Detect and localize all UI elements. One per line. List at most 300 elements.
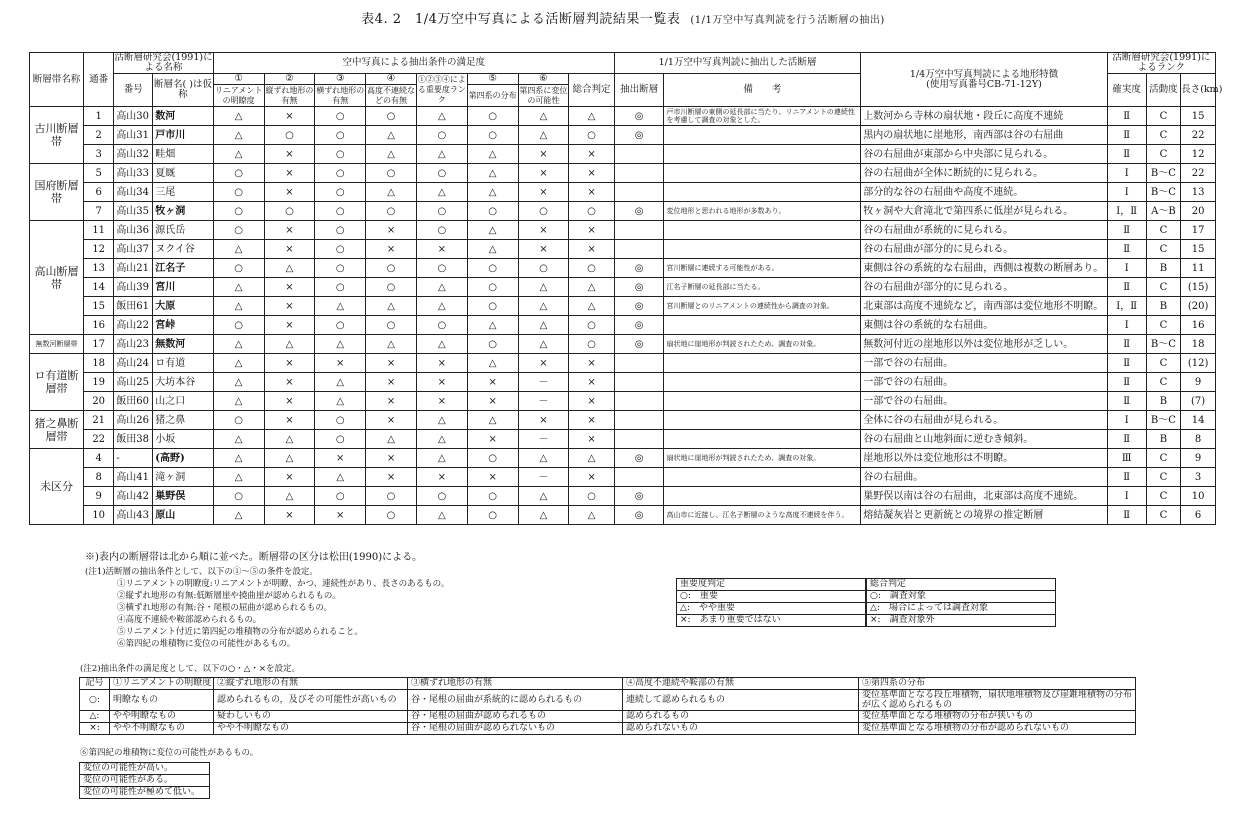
terrain-feature: 一部で谷の右屈曲。 bbox=[861, 354, 1107, 373]
hdr-kenkyukai: 活断層研究会(1991)による名称 bbox=[114, 52, 213, 73]
fault-name: (高野) bbox=[153, 449, 214, 468]
hdr-extract: 1/1万空中写真判読に抽出した活断層 bbox=[614, 53, 860, 74]
condition-mark: ○ bbox=[315, 107, 366, 126]
rank-length: 8 bbox=[1181, 430, 1216, 449]
rank-certainty: Ⅱ bbox=[1107, 354, 1146, 373]
overall-judgement: △ bbox=[569, 278, 614, 297]
condition-mark: △ bbox=[518, 126, 569, 145]
rank-certainty: Ⅱ bbox=[1107, 278, 1146, 297]
overall-judgement: × bbox=[569, 183, 614, 202]
remarks: 宮川断層に連続する可能性がある。 bbox=[664, 259, 861, 278]
condition-mark: △ bbox=[264, 259, 315, 278]
condition-mark: △ bbox=[518, 297, 569, 316]
fault-name: 三尾 bbox=[153, 183, 214, 202]
condition-mark: × bbox=[366, 449, 417, 468]
condition-mark: ○ bbox=[467, 506, 518, 525]
overall-judgement: △ bbox=[569, 107, 614, 126]
criteria-header: ①リニアメントの明瞭度 bbox=[110, 678, 214, 690]
hdr-cond-label-4: 高度不連続などの有無 bbox=[367, 85, 416, 105]
fault-name: 牧ヶ洞 bbox=[153, 202, 214, 221]
condition-mark: ○ bbox=[213, 316, 264, 335]
table-header bbox=[30, 52, 1223, 107]
importance-title: 重要度判定 bbox=[677, 579, 866, 591]
rank-activity: C bbox=[1146, 316, 1181, 335]
hdr-cond-rank: ①②③④による重要度ランク bbox=[416, 74, 467, 107]
condition-mark: △ bbox=[467, 411, 518, 430]
condition-mark: ○ bbox=[213, 411, 264, 430]
hdr-cond-label-2: 縦ずれ地形の有無 bbox=[265, 85, 314, 105]
fault-code: 高山42 bbox=[114, 487, 153, 506]
extract-mark bbox=[614, 430, 664, 449]
rank-activity: C bbox=[1146, 126, 1181, 145]
condition-mark: △ bbox=[467, 240, 518, 259]
hdr-cond-num-1: ① bbox=[213, 74, 264, 85]
hdr-cond-num-3: ③ bbox=[315, 74, 366, 85]
terrain-feature: 黒内の扇状地に崖地形，南西部は谷の右屈曲 bbox=[861, 126, 1107, 145]
extract-mark: ◎ bbox=[614, 278, 664, 297]
condition-mark: △ bbox=[315, 297, 366, 316]
condition-mark: △ bbox=[264, 449, 315, 468]
criteria-cell: △: bbox=[80, 711, 110, 723]
zone-name: 無数河断層帯 bbox=[30, 335, 84, 354]
condition-mark: △ bbox=[213, 335, 264, 354]
rank-activity: B～C bbox=[1146, 411, 1181, 430]
condition-mark: ○ bbox=[467, 487, 518, 506]
importance-row: △: やや重要 bbox=[677, 603, 866, 615]
hdr-biko: 備 考 bbox=[664, 74, 861, 107]
extract-mark: ◎ bbox=[614, 202, 664, 221]
condition-mark: △ bbox=[518, 335, 569, 354]
extract-mark: ◎ bbox=[614, 506, 664, 525]
table-row bbox=[30, 506, 1216, 525]
overall-judgement: △ bbox=[569, 297, 614, 316]
rank-activity: B bbox=[1146, 430, 1181, 449]
condition-mark: △ bbox=[366, 126, 417, 145]
condition-mark: × bbox=[467, 430, 518, 449]
overall-judgement: × bbox=[569, 392, 614, 411]
hdr-features-sub: (使用写真番号CB-71-12Y) bbox=[926, 78, 1042, 90]
rank-certainty: Ⅱ bbox=[1107, 468, 1146, 487]
hdr-rank-len: 長さ(km) bbox=[1181, 74, 1216, 107]
rank-length: 15 bbox=[1181, 107, 1216, 126]
condition-mark: × bbox=[518, 145, 569, 164]
remarks: 江名子断層の延長部に当たる。 bbox=[664, 278, 861, 297]
note-order: ※)表内の断層帯は北から順に並べた。断層帯の区分は松田(1990)による。 bbox=[85, 552, 423, 563]
condition-mark: ○ bbox=[315, 145, 366, 164]
condition-mark: ○ bbox=[315, 411, 366, 430]
condition-mark: ○ bbox=[213, 487, 264, 506]
rank-activity: B bbox=[1146, 259, 1181, 278]
table-title bbox=[0, 8, 1246, 27]
condition-mark: △ bbox=[416, 411, 467, 430]
condition-mark: ○ bbox=[366, 107, 417, 126]
table-row bbox=[30, 411, 1216, 430]
extract-mark: ◎ bbox=[614, 316, 664, 335]
overall-judgement: ○ bbox=[569, 335, 614, 354]
table-row bbox=[30, 449, 1216, 468]
remarks: 高山市に近接し、江名子断層のような高度不連続を伴う。 bbox=[664, 506, 861, 525]
rank-certainty: Ⅰ bbox=[1107, 183, 1146, 202]
rank-length: 11 bbox=[1181, 259, 1216, 278]
condition-mark: ○ bbox=[366, 202, 417, 221]
fault-name: 大原 bbox=[153, 297, 214, 316]
zone-name: 高山断層帯 bbox=[30, 221, 84, 335]
zone-name: 猪之鼻断層帯 bbox=[30, 411, 84, 449]
row-number: 2 bbox=[84, 126, 114, 145]
condition-mark: △ bbox=[366, 297, 417, 316]
overall-row: △: 場合によっては調査対象 bbox=[867, 603, 1056, 615]
criteria-row bbox=[80, 690, 1136, 711]
condition-mark: △ bbox=[416, 297, 467, 316]
fault-name: 源氏岳 bbox=[153, 221, 214, 240]
condition-mark: ○ bbox=[366, 506, 417, 525]
criteria-row bbox=[80, 711, 1136, 723]
remarks: 扇状地に崖地形が判読されたため、調査の対象。 bbox=[664, 335, 861, 354]
overall-judgement: × bbox=[569, 430, 614, 449]
condition-mark: ○ bbox=[315, 202, 366, 221]
row-number: 7 bbox=[84, 202, 114, 221]
overall-judgement: × bbox=[569, 468, 614, 487]
zone-name: 国府断層帯 bbox=[30, 164, 84, 221]
note-1-intro: (注1)活断層の抽出条件として、以下の①～⑤の条件を設定。 bbox=[85, 567, 318, 577]
condition-mark: ○ bbox=[315, 316, 366, 335]
rank-length: 12 bbox=[1181, 145, 1216, 164]
condition-mark: × bbox=[416, 468, 467, 487]
fault-name: 小坂 bbox=[153, 430, 214, 449]
condition-mark: × bbox=[416, 354, 467, 373]
condition-mark: ○ bbox=[416, 164, 467, 183]
rank-certainty: Ⅰ bbox=[1107, 259, 1146, 278]
rank-length: 15 bbox=[1181, 240, 1216, 259]
condition-mark: ○ bbox=[315, 259, 366, 278]
terrain-feature: 谷の右屈曲が部分的に見られる。 bbox=[861, 240, 1107, 259]
fault-name: ヌクイ谷 bbox=[153, 240, 214, 259]
overall-row: ○: 調査対象 bbox=[867, 591, 1056, 603]
extract-mark: ◎ bbox=[614, 259, 664, 278]
rank-certainty: Ⅰ，Ⅱ bbox=[1107, 297, 1146, 316]
condition-mark: △ bbox=[416, 278, 467, 297]
row-number: 13 bbox=[84, 259, 114, 278]
condition-mark: × bbox=[518, 411, 569, 430]
condition-mark: × bbox=[518, 164, 569, 183]
rank-activity: C bbox=[1146, 449, 1181, 468]
rank-activity: B～C bbox=[1146, 164, 1181, 183]
condition-mark: △ bbox=[467, 221, 518, 240]
rank-length: 16 bbox=[1181, 316, 1216, 335]
fault-code: 高山26 bbox=[114, 411, 153, 430]
condition-mark: × bbox=[264, 278, 315, 297]
criteria-cell: 谷・尾根の屈曲が認められないもの bbox=[408, 723, 623, 735]
condition-mark: ○ bbox=[518, 202, 569, 221]
condition-mark: ○ bbox=[315, 183, 366, 202]
condition-mark: △ bbox=[366, 430, 417, 449]
rank-certainty: Ⅰ bbox=[1107, 487, 1146, 506]
condition-mark: ○ bbox=[467, 335, 518, 354]
extract-mark: ◎ bbox=[614, 449, 664, 468]
rank-certainty: Ⅱ bbox=[1107, 506, 1146, 525]
hdr-cond-num-5: ⑤ bbox=[467, 74, 518, 85]
condition-mark: ○ bbox=[518, 259, 569, 278]
condition-mark: ○ bbox=[264, 202, 315, 221]
zone-name: ロ有道断層帯 bbox=[30, 354, 84, 411]
table-row bbox=[30, 126, 1216, 145]
fault-name: 畦畑 bbox=[153, 145, 214, 164]
rank-activity: C bbox=[1146, 145, 1181, 164]
condition-mark: × bbox=[416, 240, 467, 259]
condition-mark: △ bbox=[467, 316, 518, 335]
fault-code: 高山34 bbox=[114, 183, 153, 202]
extract-mark bbox=[614, 145, 664, 164]
terrain-feature: 谷の右屈曲が東部から中央部に見られる。 bbox=[861, 145, 1107, 164]
condition-mark: △ bbox=[213, 240, 264, 259]
table-body bbox=[30, 107, 1216, 525]
remarks bbox=[664, 373, 861, 392]
overall-judgement: ○ bbox=[569, 316, 614, 335]
condition-mark: × bbox=[264, 145, 315, 164]
rank-certainty: Ⅲ bbox=[1107, 449, 1146, 468]
terrain-feature: 熔結凝灰岩と更新統との境界の推定断層 bbox=[861, 506, 1107, 525]
condition-mark: × bbox=[416, 392, 467, 411]
condition-mark: × bbox=[315, 449, 366, 468]
rank-length: 22 bbox=[1181, 126, 1216, 145]
condition-mark: × bbox=[366, 373, 417, 392]
condition-mark: × bbox=[467, 373, 518, 392]
hdr-features-title: 1/4万空中写真判読による地形特徴 bbox=[909, 68, 1059, 80]
fault-name: 数河 bbox=[153, 107, 214, 126]
rank-activity: B～C bbox=[1146, 183, 1181, 202]
remarks bbox=[664, 468, 861, 487]
table-row bbox=[30, 316, 1216, 335]
fault-code: 高山25 bbox=[114, 373, 153, 392]
row-number: 22 bbox=[84, 430, 114, 449]
fault-code: 高山23 bbox=[114, 335, 153, 354]
condition-mark: × bbox=[366, 411, 417, 430]
condition-mark: ○ bbox=[416, 259, 467, 278]
condition-mark: × bbox=[518, 221, 569, 240]
note-1-item: ③横ずれ地形の有無:谷・尾根の屈曲が認められるもの。 bbox=[117, 603, 333, 613]
rank-certainty: Ⅱ bbox=[1107, 126, 1146, 145]
extract-mark: ◎ bbox=[614, 297, 664, 316]
hdr-cond-num-4: ④ bbox=[366, 74, 417, 85]
condition-mark: △ bbox=[366, 183, 417, 202]
remarks: 宮川断層とのリニアメントの連続性から調査の対象。 bbox=[664, 297, 861, 316]
condition-mark: △ bbox=[213, 107, 264, 126]
extract-mark bbox=[614, 392, 664, 411]
fault-code: 高山32 bbox=[114, 145, 153, 164]
condition-mark: △ bbox=[518, 316, 569, 335]
terrain-feature: 巣野俣以南は谷の右屈曲，北東部は高度不連続。 bbox=[861, 487, 1107, 506]
row-number: 19 bbox=[84, 373, 114, 392]
note-1-item: ②縦ずれ地形の有無:低断層崖や撓曲崖が認められるもの。 bbox=[117, 591, 341, 601]
condition-mark: × bbox=[366, 468, 417, 487]
rank-length: (20) bbox=[1181, 297, 1216, 316]
condition-mark: △ bbox=[366, 145, 417, 164]
hdr-cond-label-6: 第四系に変位の可能性 bbox=[519, 85, 568, 105]
condition-mark: × bbox=[366, 392, 417, 411]
condition-mark: ○ bbox=[467, 278, 518, 297]
condition-mark: ○ bbox=[366, 316, 417, 335]
fault-code: 高山43 bbox=[114, 506, 153, 525]
rank-activity: C bbox=[1146, 506, 1181, 525]
hdr-sogo: 総合判定 bbox=[569, 74, 614, 107]
displacement-table bbox=[79, 762, 210, 799]
note-1-item: ①リニアメントの明瞭度:リニアメントが明瞭、かつ、連続性があり、長さのあるもの。 bbox=[117, 579, 450, 589]
rank-length: 3 bbox=[1181, 468, 1216, 487]
row-number: 17 bbox=[84, 335, 114, 354]
criteria-cell: やや不明瞭なもの bbox=[214, 723, 408, 735]
condition-mark: △ bbox=[416, 107, 467, 126]
hdr-cond-label-5: 第四系の分布 bbox=[467, 85, 518, 107]
displacement-row: 変位の可能性が高い。 bbox=[80, 763, 210, 775]
fault-name: 大坊本谷 bbox=[153, 373, 214, 392]
importance-row: ○: 重要 bbox=[677, 591, 866, 603]
condition-mark: × bbox=[264, 392, 315, 411]
fault-name: ロ有道 bbox=[153, 354, 214, 373]
condition-mark: × bbox=[467, 468, 518, 487]
hdr-rank: 活断層研究会(1991)によるランク bbox=[1107, 53, 1215, 74]
condition-mark: △ bbox=[213, 449, 264, 468]
overall-judgement: ○ bbox=[569, 487, 614, 506]
condition-mark: × bbox=[264, 183, 315, 202]
terrain-feature: 一部で谷の右屈曲。 bbox=[861, 373, 1107, 392]
condition-mark: ○ bbox=[315, 240, 366, 259]
fault-name: 猪之鼻 bbox=[153, 411, 214, 430]
criteria-cell: 谷・尾根の屈曲が系統的に認められるもの bbox=[408, 690, 623, 711]
criteria-cell: 明瞭なもの bbox=[110, 690, 214, 711]
fault-code: 高山33 bbox=[114, 164, 153, 183]
condition-mark: △ bbox=[416, 430, 467, 449]
fault-name: 山之口 bbox=[153, 392, 214, 411]
rank-certainty: Ⅰ bbox=[1107, 411, 1146, 430]
condition-mark: ○ bbox=[416, 221, 467, 240]
criteria-table bbox=[79, 677, 1136, 735]
fault-name: 滝ヶ洞 bbox=[153, 468, 214, 487]
condition-mark: × bbox=[467, 392, 518, 411]
rank-activity: B bbox=[1146, 297, 1181, 316]
condition-mark: ○ bbox=[416, 202, 467, 221]
table-row bbox=[30, 145, 1216, 164]
subtitle-text: (1/1万空中写真判読を行う活断層の抽出) bbox=[690, 15, 885, 26]
condition-mark: △ bbox=[213, 145, 264, 164]
extract-mark: ◎ bbox=[614, 126, 664, 145]
remarks bbox=[664, 411, 861, 430]
condition-mark: × bbox=[264, 354, 315, 373]
condition-mark: △ bbox=[213, 354, 264, 373]
row-number: 12 bbox=[84, 240, 114, 259]
condition-mark: △ bbox=[213, 297, 264, 316]
terrain-feature: 一部で谷の右屈曲。 bbox=[861, 392, 1107, 411]
remarks bbox=[664, 164, 861, 183]
table-row bbox=[30, 354, 1216, 373]
rank-length: 6 bbox=[1181, 506, 1216, 525]
condition-mark: △ bbox=[264, 487, 315, 506]
fault-code: 飯田61 bbox=[114, 297, 153, 316]
remarks bbox=[664, 354, 861, 373]
terrain-feature: 上数河から寺林の扇状地・段丘に高度不連続 bbox=[861, 107, 1107, 126]
fault-code: 高山36 bbox=[114, 221, 153, 240]
rank-length: 13 bbox=[1181, 183, 1216, 202]
table-row bbox=[30, 392, 1216, 411]
row-number: 16 bbox=[84, 316, 114, 335]
table-row bbox=[30, 297, 1216, 316]
condition-mark: △ bbox=[213, 392, 264, 411]
terrain-feature: 全体に谷の右屈曲が見られる。 bbox=[861, 411, 1107, 430]
fault-name: 宮川 bbox=[153, 278, 214, 297]
condition-mark: △ bbox=[264, 430, 315, 449]
overall-row: ×: 調査対象外 bbox=[867, 615, 1056, 627]
overall-judgement: △ bbox=[569, 506, 614, 525]
fault-code: 高山22 bbox=[114, 316, 153, 335]
criteria-cell: 変位基準面となる段丘堆積物，扇状地堆積物及び崖錐堆積物の分布が広く認められるもの bbox=[859, 690, 1136, 711]
table-row bbox=[30, 259, 1216, 278]
rank-length: 14 bbox=[1181, 411, 1216, 430]
condition-mark: × bbox=[264, 411, 315, 430]
rank-activity: C bbox=[1146, 240, 1181, 259]
row-number: 14 bbox=[84, 278, 114, 297]
rank-length: (12) bbox=[1181, 354, 1216, 373]
rank-certainty: Ⅱ bbox=[1107, 392, 1146, 411]
rank-length: (7) bbox=[1181, 392, 1216, 411]
condition-mark: ○ bbox=[213, 183, 264, 202]
remarks bbox=[664, 183, 861, 202]
condition-mark: △ bbox=[416, 183, 467, 202]
remarks: 変位地形と思われる地形が多数あり。 bbox=[664, 202, 861, 221]
importance-legend bbox=[676, 578, 866, 627]
table-row bbox=[30, 278, 1216, 297]
overall-judgement: ○ bbox=[569, 259, 614, 278]
rank-activity: B～C bbox=[1146, 335, 1181, 354]
table-row bbox=[30, 107, 1216, 126]
criteria-cell: ×: bbox=[80, 723, 110, 735]
condition-mark: × bbox=[264, 506, 315, 525]
fault-code: 高山39 bbox=[114, 278, 153, 297]
criteria-cell: やや明瞭なもの bbox=[110, 711, 214, 723]
table-row bbox=[30, 202, 1216, 221]
rank-certainty: Ⅱ bbox=[1107, 221, 1146, 240]
condition-mark: ○ bbox=[467, 297, 518, 316]
rank-length: (15) bbox=[1181, 278, 1216, 297]
rank-length: 20 bbox=[1181, 202, 1216, 221]
results-table bbox=[29, 52, 1223, 525]
hdr-cond-label-3: 横ずれ地形の有無 bbox=[316, 85, 365, 105]
row-number: 15 bbox=[84, 297, 114, 316]
note-1-item: ⑥第四紀の堆積物に変位の可能性があるもの。 bbox=[117, 639, 296, 649]
condition-mark: △ bbox=[213, 126, 264, 145]
condition-mark: ○ bbox=[315, 278, 366, 297]
rank-activity: C bbox=[1146, 487, 1181, 506]
rank-length: 9 bbox=[1181, 373, 1216, 392]
overall-judgement: × bbox=[569, 240, 614, 259]
condition-mark: △ bbox=[366, 335, 417, 354]
condition-mark: △ bbox=[518, 278, 569, 297]
extract-mark: ◎ bbox=[614, 487, 664, 506]
criteria-body bbox=[80, 690, 1136, 735]
remarks: 扇状地に崖地形が判読されたため、調査の対象。 bbox=[664, 449, 861, 468]
note-1-item: ⑤リニアメント付近に第四紀の堆積物の分布が認められること。 bbox=[117, 627, 363, 637]
hdr-bango: 番号 bbox=[114, 74, 153, 107]
hdr-rank-kaku: 確実度 bbox=[1107, 74, 1146, 107]
condition-mark: △ bbox=[315, 373, 366, 392]
row-number: 5 bbox=[84, 164, 114, 183]
extract-mark: ◎ bbox=[614, 107, 664, 126]
fault-name: 夏厩 bbox=[153, 164, 214, 183]
row-number: 8 bbox=[84, 468, 114, 487]
condition-mark: △ bbox=[315, 468, 366, 487]
condition-mark: △ bbox=[518, 506, 569, 525]
hdr-cond-label-1: リニアメントの明瞭度 bbox=[214, 85, 263, 105]
remarks bbox=[664, 221, 861, 240]
fault-code: 高山37 bbox=[114, 240, 153, 259]
